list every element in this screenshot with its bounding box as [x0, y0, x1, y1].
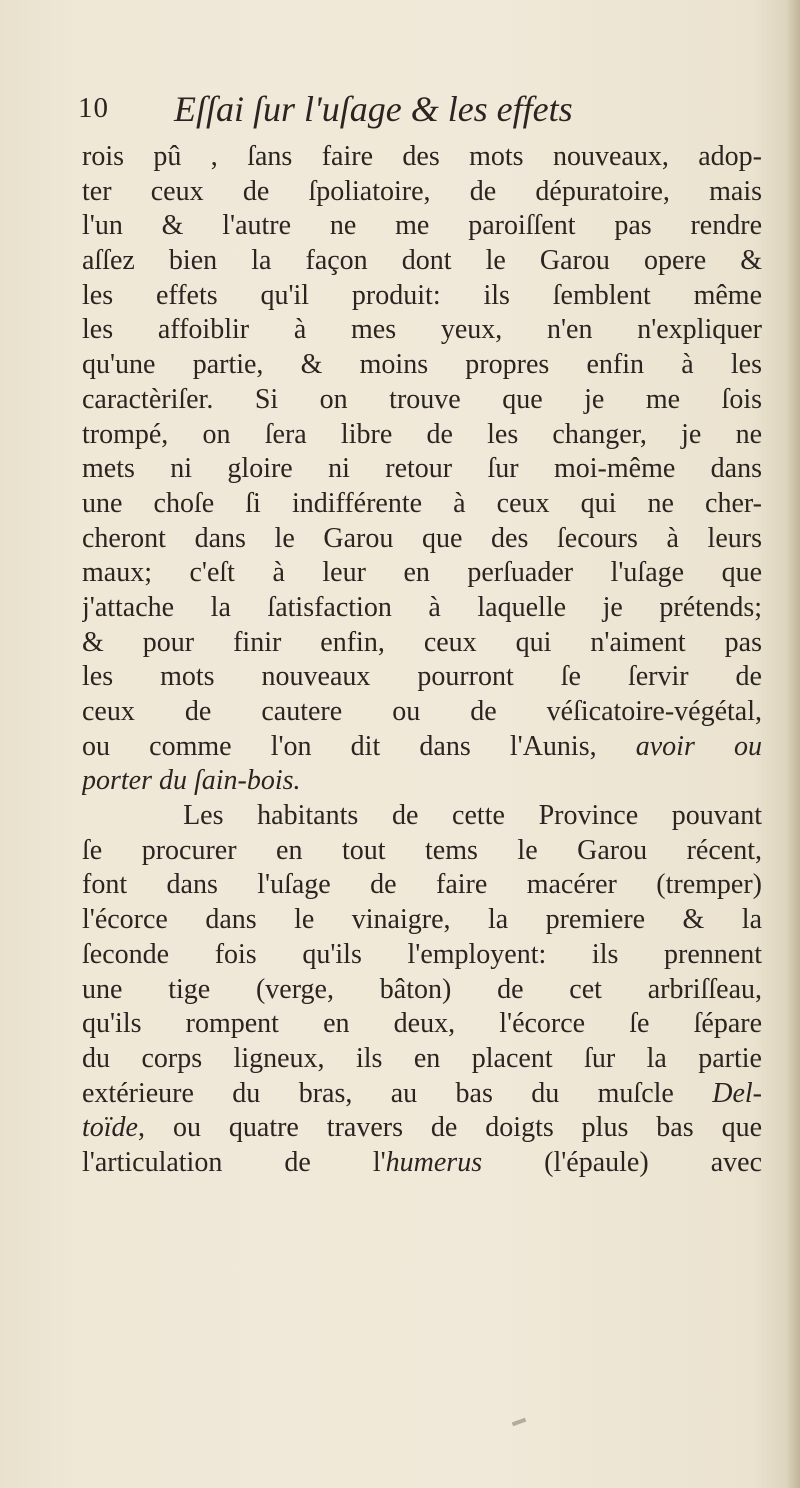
text-line-5: les effets qu'il produit: ils ſemblent même — [82, 279, 762, 311]
text-line-14: j'attache la ſatisfaction à laquelle je prétends; — [82, 591, 762, 623]
text-line-17: ceux de cautere ou de véſicatoire-végétal, — [82, 696, 762, 727]
page-number: 10 — [78, 92, 109, 124]
text-line-11: une choſe ſi indifférente à ceux qui ne cher- — [82, 487, 762, 519]
text-line-4: aſſez bien la façon dont le Garou opere & — [82, 245, 762, 277]
text-line-16: les mots nouveaux pourront ſe ſervir de — [82, 661, 762, 693]
text-line-30-roman-a: l'articulation de l' — [82, 1146, 386, 1178]
text-line-10: mets ni gloire ni retour ſur moi-même dans — [82, 453, 762, 485]
text-line-1: rois pû , ſans faire des mots nouveaux, adop- — [82, 141, 762, 172]
text-line-9: trompé, on ſera libre de les changer, je ne — [82, 418, 762, 450]
text-line-29 — [82, 1111, 762, 1146]
text-line-13: maux; c'eſt à leur en perſuader l'uſage que — [82, 557, 762, 589]
text-line-18-italic: avoir ou — [635, 730, 762, 762]
text-line-28-roman: extérieure du bras, au bas du muſcle — [82, 1077, 713, 1109]
text-line-29-italic: toïde — [82, 1112, 138, 1144]
body-text — [82, 140, 762, 1181]
paragraph-indent — [82, 800, 183, 831]
text-line-23: l'écorce dans le vinaigre, la premiere & la — [82, 904, 762, 936]
text-line-6: les affoiblir à mes yeux, n'en n'expliquer — [82, 314, 762, 346]
text-line-12: cheront dans le Garou que des ſecours à leurs — [82, 522, 762, 554]
text-line-28 — [82, 1077, 762, 1112]
page-header — [78, 88, 758, 138]
text-line-28-italic: Del- — [712, 1077, 762, 1109]
text-line-30 — [82, 1146, 762, 1181]
text-line-30-italic: humerus — [385, 1146, 483, 1178]
text-line-21: ſe procurer en tout tems le Garou récent, — [82, 834, 762, 866]
text-line-19-italic: porter du ſain-bois. — [82, 765, 301, 797]
text-line-7: qu'une partie, & moins propres enfin à les — [82, 349, 762, 381]
text-line-15: & pour finir enfin, ceux qui n'aiment pas — [82, 626, 762, 658]
page-edge-shadow — [786, 0, 800, 1488]
text-line-3: l'un & l'autre ne me paroiſſent pas rendre — [82, 210, 762, 242]
text-line-19 — [82, 764, 762, 799]
text-line-18-roman: ou comme l'on dit dans l'Aunis, — [82, 730, 636, 762]
text-line-2: ter ceux de ſpoliatoire, de dépuratoire, mais — [82, 175, 762, 207]
text-line-26: qu'ils rompent en deux, l'écorce ſe ſépare — [82, 1008, 762, 1040]
ink-spot — [512, 1418, 527, 1427]
text-line-29-roman: , ou quatre travers de doigts plus bas que — [138, 1112, 762, 1144]
text-line-27: du corps ligneux, ils en placent ſur la partie — [82, 1042, 762, 1074]
text-line-20 — [82, 799, 762, 834]
text-line-24: ſeconde fois qu'ils l'employent: ils prennent — [82, 938, 762, 970]
text-line-22: font dans l'uſage de faire macérer (tremper) — [82, 869, 762, 901]
text-line-30-roman-b: (l'épaule) avec — [482, 1146, 762, 1178]
running-title: Eſſai ſur l'uſage & les effets — [174, 89, 573, 129]
text-line-20-text: Les habitants de cette Province pouvant — [183, 800, 762, 832]
text-line-8: caractèriſer. Si on trouve que je me ſois — [82, 383, 762, 415]
text-line-25: une tige (verge, bâton) de cet arbriſſeau, — [82, 973, 762, 1005]
text-line-18 — [82, 730, 762, 765]
